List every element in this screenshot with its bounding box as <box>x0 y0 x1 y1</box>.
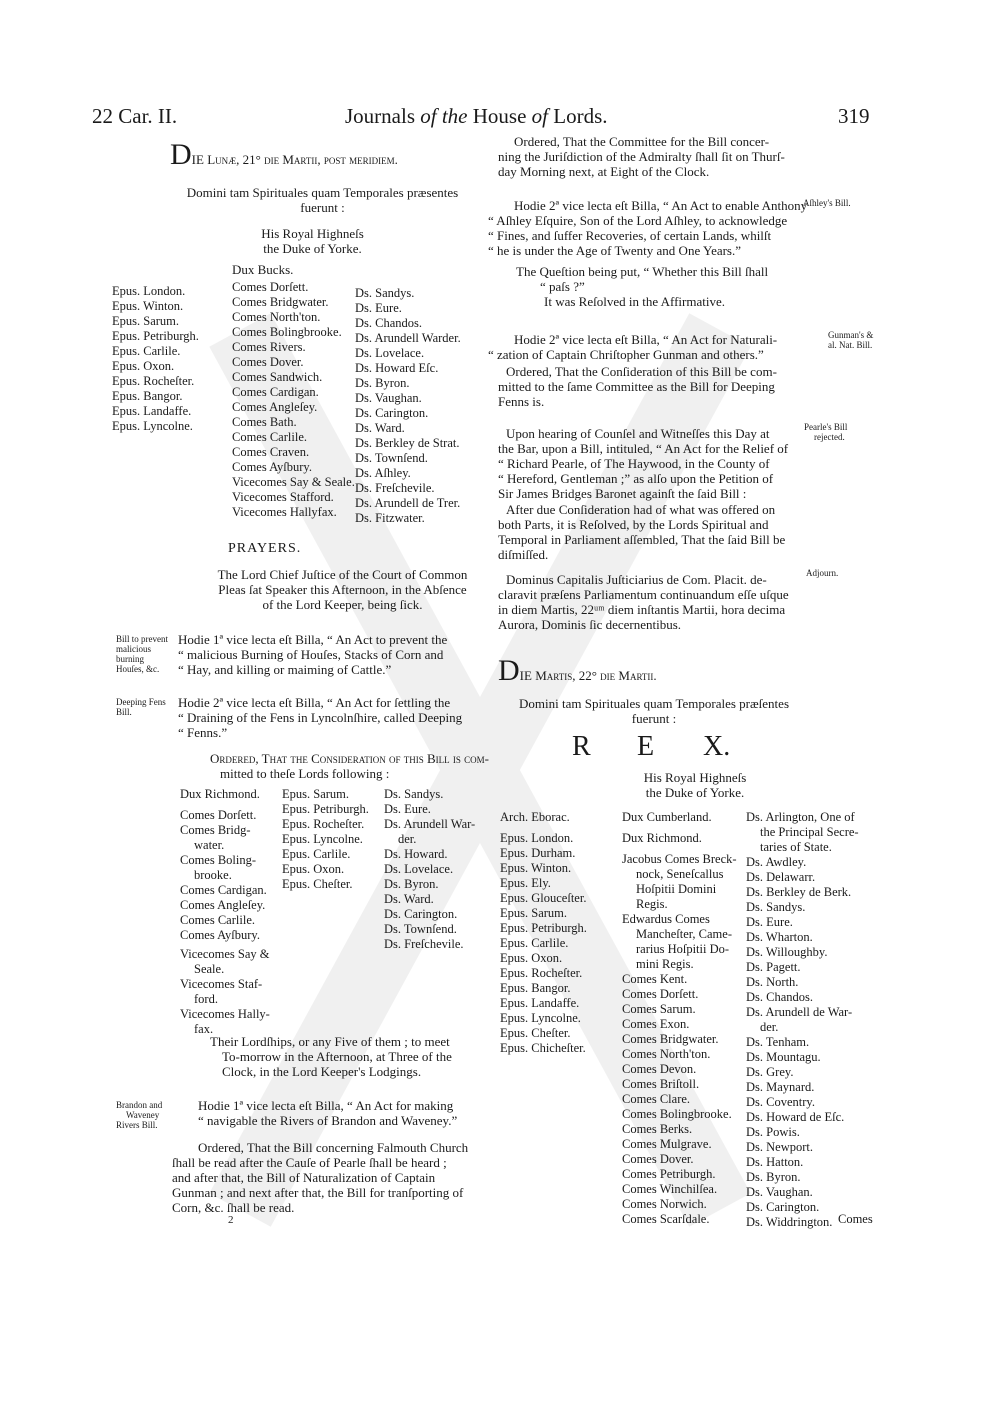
royal-right <box>620 770 770 800</box>
list-item: Ds. Delawarr. <box>746 870 816 884</box>
list-item: rarius Hoſpitii Do- <box>636 942 730 956</box>
text-line: Hodie 2ª vice lecta eſt Billa, “ An Act for ſettling the <box>178 695 451 710</box>
ashley-bill-para <box>488 198 807 258</box>
text-line: Aurora, Dominis ſic decernentibus. <box>498 617 682 632</box>
list-item: Ds. Berkley de Strat. <box>355 436 460 450</box>
list-item: Comes Dover. <box>622 1152 694 1166</box>
list-item: Ds. Carington. <box>355 406 429 420</box>
list-item: Comes Devon. <box>622 1062 697 1076</box>
list-item: Comes Bolingbrooke. <box>232 325 342 339</box>
list-item: Comes Carlile. <box>232 430 307 444</box>
list-item: Ds. Sandys. <box>384 787 444 801</box>
list-item: Epus. Bangor. <box>500 981 571 995</box>
list-item: Ds. Coventry. <box>746 1095 815 1109</box>
list-item: Epus. Winton. <box>500 861 572 875</box>
domini-line: fuerunt : <box>300 200 345 215</box>
list-item: Epus. Lyncolne. <box>500 1011 581 1025</box>
list-item: Ds. Ward. <box>355 421 405 435</box>
text-line: Sir James Bridges Baronet againſt the ſaid Bill : <box>498 486 747 501</box>
text-line: “ he is under the Age of Twenty and One Years.” <box>488 243 742 258</box>
list-item: der. <box>398 832 417 846</box>
committee-col-1 <box>180 787 270 1037</box>
text-line: The Queſtion being put, “ Whether this Bill ſhall <box>516 264 769 279</box>
list-item: Epus. Petriburgh. <box>282 802 369 816</box>
list-item: ford. <box>194 992 218 1006</box>
list-item: Ds. Freſchevile. <box>355 481 435 495</box>
list-item: Ds. Arundell Warder. <box>355 331 461 345</box>
chief-justice-para <box>190 567 495 612</box>
margin-note-ashley: Aſhley's Bill. <box>803 198 851 208</box>
list-item: Ds. Sandys. <box>746 900 806 914</box>
list-item: Ds. Lovelace. <box>355 346 425 360</box>
text-line: “ Aſhley Eſquire, Son of the Lord Aſhley, to acknowledge <box>488 213 788 228</box>
list-item: Epus. Rocheſter. <box>282 817 365 831</box>
list-item: Comes Angleſey. <box>232 400 318 414</box>
list-item: Regis. <box>636 897 668 911</box>
list-item: Ds. Arundell de Trer. <box>355 496 461 510</box>
text-line: claravit præſens Parliamentum continuandum eſſe uſque <box>498 587 789 602</box>
list-item: Ds. Eure. <box>384 802 431 816</box>
list-item: fax. <box>194 1022 214 1036</box>
list-item: Comes Bridgwater. <box>232 295 329 309</box>
list-item: Ds. Willoughby. <box>746 945 828 959</box>
list-item: Ds. Byron. <box>746 1170 801 1184</box>
list-item: Epus. Chicheſter. <box>500 1041 586 1055</box>
list-item: Ds. Carington. <box>746 1200 820 1214</box>
rex-letter-x: X. <box>703 731 731 762</box>
list-item: Ds. Chandos. <box>355 316 423 330</box>
adjourn-para <box>498 572 789 632</box>
list-item: Epus. Oxon. <box>500 951 563 965</box>
list-item: Comes Exon. <box>622 1017 690 1031</box>
text-line: “ navigable the Rivers of Brandon and Waveney.” <box>198 1113 458 1128</box>
text-line: “ Fines, and ſuffer Recoveries, of certain Lands, whilſt <box>488 228 772 243</box>
list-item: Epus. Lyncolne. <box>282 832 363 846</box>
list-item: Vicecomes Say & <box>180 947 270 961</box>
margin-note-gunman <box>828 330 873 350</box>
attendance-col-prelates <box>500 810 587 1056</box>
list-item: Comes Berks. <box>622 1122 693 1136</box>
list-item: Vicecomes Hallyfax. <box>232 505 337 519</box>
brandon-bill-para <box>198 1098 457 1128</box>
text-line: the Bar, upon a Bill, intituled, “ An Act for the Relief of <box>498 441 789 456</box>
pearle-para <box>498 426 788 501</box>
list-item: Epus. Bangor. <box>112 389 183 403</box>
list-item: Ds. Lovelace. <box>384 862 454 876</box>
list-item: Ds. Eure. <box>355 301 402 315</box>
attendance-col-peers <box>622 810 737 1227</box>
list-item: Epus. Carlile. <box>112 344 181 358</box>
list-item: Comes Scarſdale. <box>622 1212 710 1226</box>
list-item: Ds. Townſend. <box>384 922 457 936</box>
text-line: day Morning next, at Eight of the Clock. <box>498 164 710 179</box>
list-item: Comes Dorſett. <box>232 280 309 294</box>
list-item: Ds. Ward. <box>384 892 434 906</box>
rex-letter-r: R <box>572 731 591 762</box>
list-item: Comes Ayſbury. <box>180 928 260 942</box>
list-item: Ds. Pagett. <box>746 960 801 974</box>
list-item: Epus. Ely. <box>500 876 551 890</box>
text-line: It was Reſolved in the Affirmative. <box>544 294 725 309</box>
text-line: malicious <box>116 644 151 654</box>
list-item: Ds. Wharton. <box>746 930 813 944</box>
list-item: Ds. Mountagu. <box>746 1050 821 1064</box>
list-item: nock, Seneſcallus <box>636 867 724 881</box>
gunman-bill-para <box>488 332 777 362</box>
list-item: Ds. Townſend. <box>355 451 428 465</box>
list-item: Comes Bath. <box>232 415 297 429</box>
domini-line: fuerunt : <box>631 711 677 726</box>
page-number: 319 <box>838 104 870 128</box>
list-item: Ds. Vaughan. <box>746 1185 813 1199</box>
list-item: Comes Bridgwater. <box>622 1032 719 1046</box>
title-journals: Journals <box>345 104 415 128</box>
list-item: Ds. Hatton. <box>746 1155 804 1169</box>
text-line: Ordered, That the Conſideration of this Bill be com- <box>506 364 777 379</box>
list-item: Epus. Carlile. <box>500 936 569 950</box>
list-item: Vicecomes Staf- <box>180 977 263 991</box>
list-item: Hoſpitii Domini <box>636 882 717 896</box>
list-item: Epus. Lyncolne. <box>112 419 193 433</box>
title-of: of <box>420 104 437 128</box>
list-item: Comes Bridg- <box>180 823 251 837</box>
list-item: Dux Richmond. <box>180 787 260 801</box>
list-item: Ds. Chandos. <box>746 990 814 1004</box>
dateline-right <box>498 656 657 686</box>
list-item: Epus. London. <box>500 831 574 845</box>
list-item: Ds. Howard de Eſc. <box>746 1110 845 1124</box>
title-lords: Lords. <box>553 104 608 128</box>
title-of-2: of <box>531 104 549 128</box>
list-item: Epus. Petriburgh. <box>500 921 587 935</box>
text-line: Fenns is. <box>498 394 545 409</box>
text-line: Gunman ; and next after that, the Bill for tranſporting of <box>172 1185 464 1200</box>
list-item: Ds. Eure. <box>746 915 793 929</box>
text-line: al. Nat. Bill. <box>828 340 873 350</box>
malicious-bill-para <box>178 632 447 677</box>
list-item: Edwardus Comes <box>622 912 710 926</box>
text-line: “ Fenns.” <box>178 725 228 740</box>
text-line: Bill to prevent <box>116 634 168 644</box>
running-head-title <box>345 104 608 128</box>
list-item: Comes Bolingbrooke. <box>622 1107 732 1121</box>
text-line: Brandon and <box>116 1100 163 1110</box>
attendance-col-ds <box>355 286 461 526</box>
list-item: Ds. Fitzwater. <box>355 511 425 525</box>
margin-note-malicious <box>116 634 168 674</box>
list-item: Comes Sarum. <box>622 1002 696 1016</box>
domini-line: Domini tam Spirituales quam Temporales præsentes <box>186 185 459 200</box>
list-item: Ds. Howard Eſc. <box>355 361 439 375</box>
text-line: “ Hereford, Gentleman ;” as alſo upon the Petition of <box>498 471 774 486</box>
running-head-left: 22 Car. II. <box>92 104 178 128</box>
list-item: Ds. Maynard. <box>746 1080 815 1094</box>
list-item: Epus. Sarum. <box>112 314 180 328</box>
list-item: Ds. Tenham. <box>746 1035 810 1049</box>
list-item: Comes Dorſett. <box>622 987 699 1001</box>
list-item: Ds. Arundell de War- <box>746 1005 853 1019</box>
list-item: Ds. Berkley de Berk. <box>746 885 852 899</box>
royal-line: His Royal Highneſs <box>261 226 364 241</box>
domini-line: Domini tam Spirituales quam Temporales præſentes <box>519 696 789 711</box>
text-line: ning the Juriſdiction of the Admiralty ſhall ſit on Thurſ- <box>498 149 785 164</box>
list-item: Ds. Powis. <box>746 1125 800 1139</box>
list-item: Comes Cardigan. <box>232 385 319 399</box>
list-item: Comes Petriburgh. <box>622 1167 716 1181</box>
text-line: Dominus Capitalis Juſticiarius de Com. Placit. de- <box>506 572 767 587</box>
list-item: Epus. Rocheſter. <box>500 966 583 980</box>
ordered-committee-para <box>210 751 489 781</box>
text-line: Gunman's & <box>828 330 874 340</box>
list-item: Epus. Cheſter. <box>282 877 353 891</box>
list-item: Epus. Landaffe. <box>112 404 192 418</box>
list-item: Ds. Arlington, One of <box>746 810 855 824</box>
text-line: After due Conſideration had of what was offered on <box>506 502 776 517</box>
list-item: der. <box>760 1020 779 1034</box>
list-item: Ds. Howard. <box>384 847 448 861</box>
falmouth-para <box>172 1140 468 1215</box>
list-item: Ds. Newport. <box>746 1140 814 1154</box>
list-item: Vicecomes Say & Seale. <box>232 475 355 489</box>
list-item: Ds. Byron. <box>384 877 439 891</box>
list-item: Epus. Oxon. <box>282 862 345 876</box>
list-item: Ds. Awdley. <box>746 855 807 869</box>
list-item: Ds. Aſhley. <box>355 466 411 480</box>
list-item: Comes Craven. <box>232 445 310 459</box>
margin-note-pearle <box>804 422 847 442</box>
lordships-para <box>210 1034 452 1079</box>
list-item: Epus. Glouceſter. <box>500 891 587 905</box>
text-line: Houſes, &c. <box>116 664 160 674</box>
dux-bucks: Dux Bucks. <box>232 262 294 277</box>
list-item: Epus. Carlile. <box>282 847 351 861</box>
list-item: Vicecomes Stafford. <box>232 490 334 504</box>
list-item: Comes Sandwich. <box>232 370 323 384</box>
title-house: House <box>472 104 527 128</box>
text-line: Bill. <box>116 707 132 717</box>
list-item: Comes Rivers. <box>232 340 306 354</box>
text-line: Ordered, That the Bill concerning Falmouth Church <box>198 1140 469 1155</box>
list-item: water. <box>194 838 225 852</box>
rex-letter-e: E <box>637 731 655 762</box>
list-item: Arch. Eborac. <box>500 810 570 824</box>
text-line: “ zation of Captain Chriſtopher Gunman and others.” <box>488 347 764 362</box>
list-item: mini Regis. <box>636 957 694 971</box>
list-item: Dux Cumberland. <box>622 810 712 824</box>
list-item: Comes Norwich. <box>622 1197 707 1211</box>
list-item: Epus. Cheſter. <box>500 1026 571 1040</box>
catchword: Comes <box>838 1212 873 1226</box>
list-item: Mancheſter, Came- <box>636 927 732 941</box>
list-item: Epus. Petriburgh. <box>112 329 199 343</box>
text-line: in diem Martis, 22ᵘᵐ diem inſtantis Martii, hora decima <box>498 602 786 617</box>
committee-col-2 <box>282 787 369 892</box>
list-item: Comes Winchilſea. <box>622 1182 718 1196</box>
royal-line: the Duke of Yorke. <box>645 785 745 800</box>
list-item: Comes Mulgrave. <box>622 1137 712 1151</box>
list-item: Epus. Sarum. <box>282 787 350 801</box>
royal-line: the Duke of Yorke. <box>263 241 362 256</box>
text-line: Hodie 2ª vice lecta eſt Billa, “ An Act to enable Anthony <box>514 198 808 213</box>
list-item: Comes North'ton. <box>232 310 321 324</box>
text-line: diſmiſſed. <box>498 547 549 562</box>
dateline-text: IE Martis, 22° die Martii. <box>519 668 657 683</box>
list-item: Ds. Vaughan. <box>355 391 422 405</box>
text-line: To-morrow in the Afternoon, at Three of the <box>222 1049 452 1064</box>
text-line: mitted to theſe Lords following : <box>220 766 390 781</box>
text-line: Hodie 1ª vice lecta eſt Billa, “ An Act for making <box>198 1098 454 1113</box>
prayers-heading: PRAYERS. <box>228 541 302 556</box>
text-line: Pearle's Bill <box>804 422 848 432</box>
list-item: Comes Dover. <box>232 355 304 369</box>
royal-left <box>240 226 385 256</box>
list-item: Comes North'ton. <box>622 1047 711 1061</box>
list-item: Comes Cardigan. <box>180 883 267 897</box>
list-item: Epus. Rocheſter. <box>112 374 195 388</box>
list-item: Epus. Landaffe. <box>500 996 580 1010</box>
list-item: Ds. North. <box>746 975 799 989</box>
attendance-col-comes <box>232 280 355 520</box>
text-line: both Parts, it is Reſolved, by the Lords Spiritual and <box>498 517 769 532</box>
text-line: Ordered, That the Conſideration of this Bill is com- <box>210 751 490 766</box>
text-line: Clock, in the Lord Keeper's Lodgings. <box>222 1064 422 1079</box>
signature-mark: 2 <box>228 1214 234 1226</box>
text-line: burning <box>116 654 144 664</box>
margin-note-brandon <box>116 1100 162 1130</box>
committee-col-3 <box>384 787 475 952</box>
list-item: Jacobus Comes Breck- <box>622 852 737 866</box>
deeping-bill-para <box>178 695 462 740</box>
drop-initial: D <box>170 138 192 171</box>
text-line: Pleas ſat Speaker this Afternoon, in the Abſence <box>218 582 467 597</box>
text-line: Hodie 1ª vice lecta eſt Billa, “ An Act to prevent the <box>178 632 448 647</box>
list-item: Comes Angleſey. <box>180 898 266 912</box>
list-item: Epus. Sarum. <box>500 906 568 920</box>
attendance-col-barons <box>746 810 859 1230</box>
list-item: Ds. Widdrington. <box>746 1215 833 1229</box>
attendance-col-epus <box>112 284 199 434</box>
text-line: The Lord Chief Juſtice of the Court of Common <box>217 567 468 582</box>
text-line: “ Hay, and killing or maiming of Cattle.” <box>178 662 392 677</box>
title-the: the <box>441 104 468 128</box>
text-line: Ordered, That the Committee for the Bill concer- <box>514 134 770 149</box>
list-item: brooke. <box>194 868 232 882</box>
margin-note-deeping <box>116 697 166 717</box>
text-line: Waveney <box>126 1110 160 1120</box>
text-line: Corn, &c. ſhall be read. <box>172 1200 295 1215</box>
text-line: “ Richard Pearle, of The Haywood, in the County of <box>498 456 770 471</box>
list-item: Ds. Sandys. <box>355 286 415 300</box>
text-line: Rivers Bill. <box>116 1120 158 1130</box>
list-item: Epus. Winton. <box>112 299 184 313</box>
text-line: rejected. <box>814 432 845 442</box>
text-line: “ Draining of the Fens in Lyncolnſhire, called Deeping <box>178 710 463 725</box>
text-line: Deeping Fens <box>116 697 166 707</box>
text-line: and after that, the Bill of Naturalization of Captain <box>172 1170 436 1185</box>
text-line: ſhall be read after the Cauſe of Pearle ſhall be heard ; <box>172 1155 447 1170</box>
after-consideration-para <box>498 502 785 562</box>
list-item: Seale. <box>194 962 225 976</box>
domini-right <box>498 696 810 726</box>
text-line: of the Lord Keeper, being ſick. <box>262 597 423 612</box>
list-item: taries of State. <box>760 840 832 854</box>
question-para <box>516 264 768 309</box>
drop-initial: D <box>498 654 520 687</box>
margin-note-adjourn: Adjourn. <box>806 568 839 578</box>
text-line: “ malicious Burning of Houſes, Stacks of Corn and <box>178 647 444 662</box>
dateline-text: IE Lunæ, 21° die Martii, post meridiem. <box>191 152 398 167</box>
list-item: Epus. London. <box>112 284 186 298</box>
text-line: Upon hearing of Counſel and Witneſſes this Day at <box>506 426 770 441</box>
list-item: Epus. Durham. <box>500 846 576 860</box>
list-item: Dux Richmond. <box>622 831 702 845</box>
ordered-gunman-para <box>498 364 777 409</box>
list-item: Ds. Byron. <box>355 376 410 390</box>
text-line: mitted to the ſame Committee as the Bill for Deeping <box>498 379 775 394</box>
list-item: Comes Boling- <box>180 853 257 867</box>
list-item: Ds. Grey. <box>746 1065 794 1079</box>
list-item: Comes Dorſett. <box>180 808 257 822</box>
royal-line: His Royal Highneſs <box>643 770 747 785</box>
list-item: the Principal Secre- <box>760 825 859 839</box>
domini-left <box>150 185 495 215</box>
list-item: Comes Briſtoll. <box>622 1077 700 1091</box>
text-line: “ paſs ?” <box>540 279 585 294</box>
list-item: Comes Kent. <box>622 972 688 986</box>
text-line: Their Lordſhips, or any Five of them ; to meet <box>210 1034 450 1049</box>
ordered-admiralty-para <box>498 134 785 179</box>
list-item: Vicecomes Hally- <box>180 1007 270 1021</box>
list-item: Ds. Arundell War- <box>384 817 476 831</box>
list-item: Ds. Freſchevile. <box>384 937 464 951</box>
dateline-left <box>170 140 398 170</box>
list-item: Comes Ayſbury. <box>232 460 312 474</box>
list-item: Comes Clare. <box>622 1092 691 1106</box>
list-item: Comes Carlile. <box>180 913 255 927</box>
text-line: Hodie 2ª vice lecta eſt Billa, “ An Act for Naturali- <box>514 332 778 347</box>
text-line: Temporal in Parliament aſſembled, That the ſaid Bill be <box>498 532 786 547</box>
list-item: Epus. Oxon. <box>112 359 175 373</box>
list-item: Ds. Carington. <box>384 907 458 921</box>
